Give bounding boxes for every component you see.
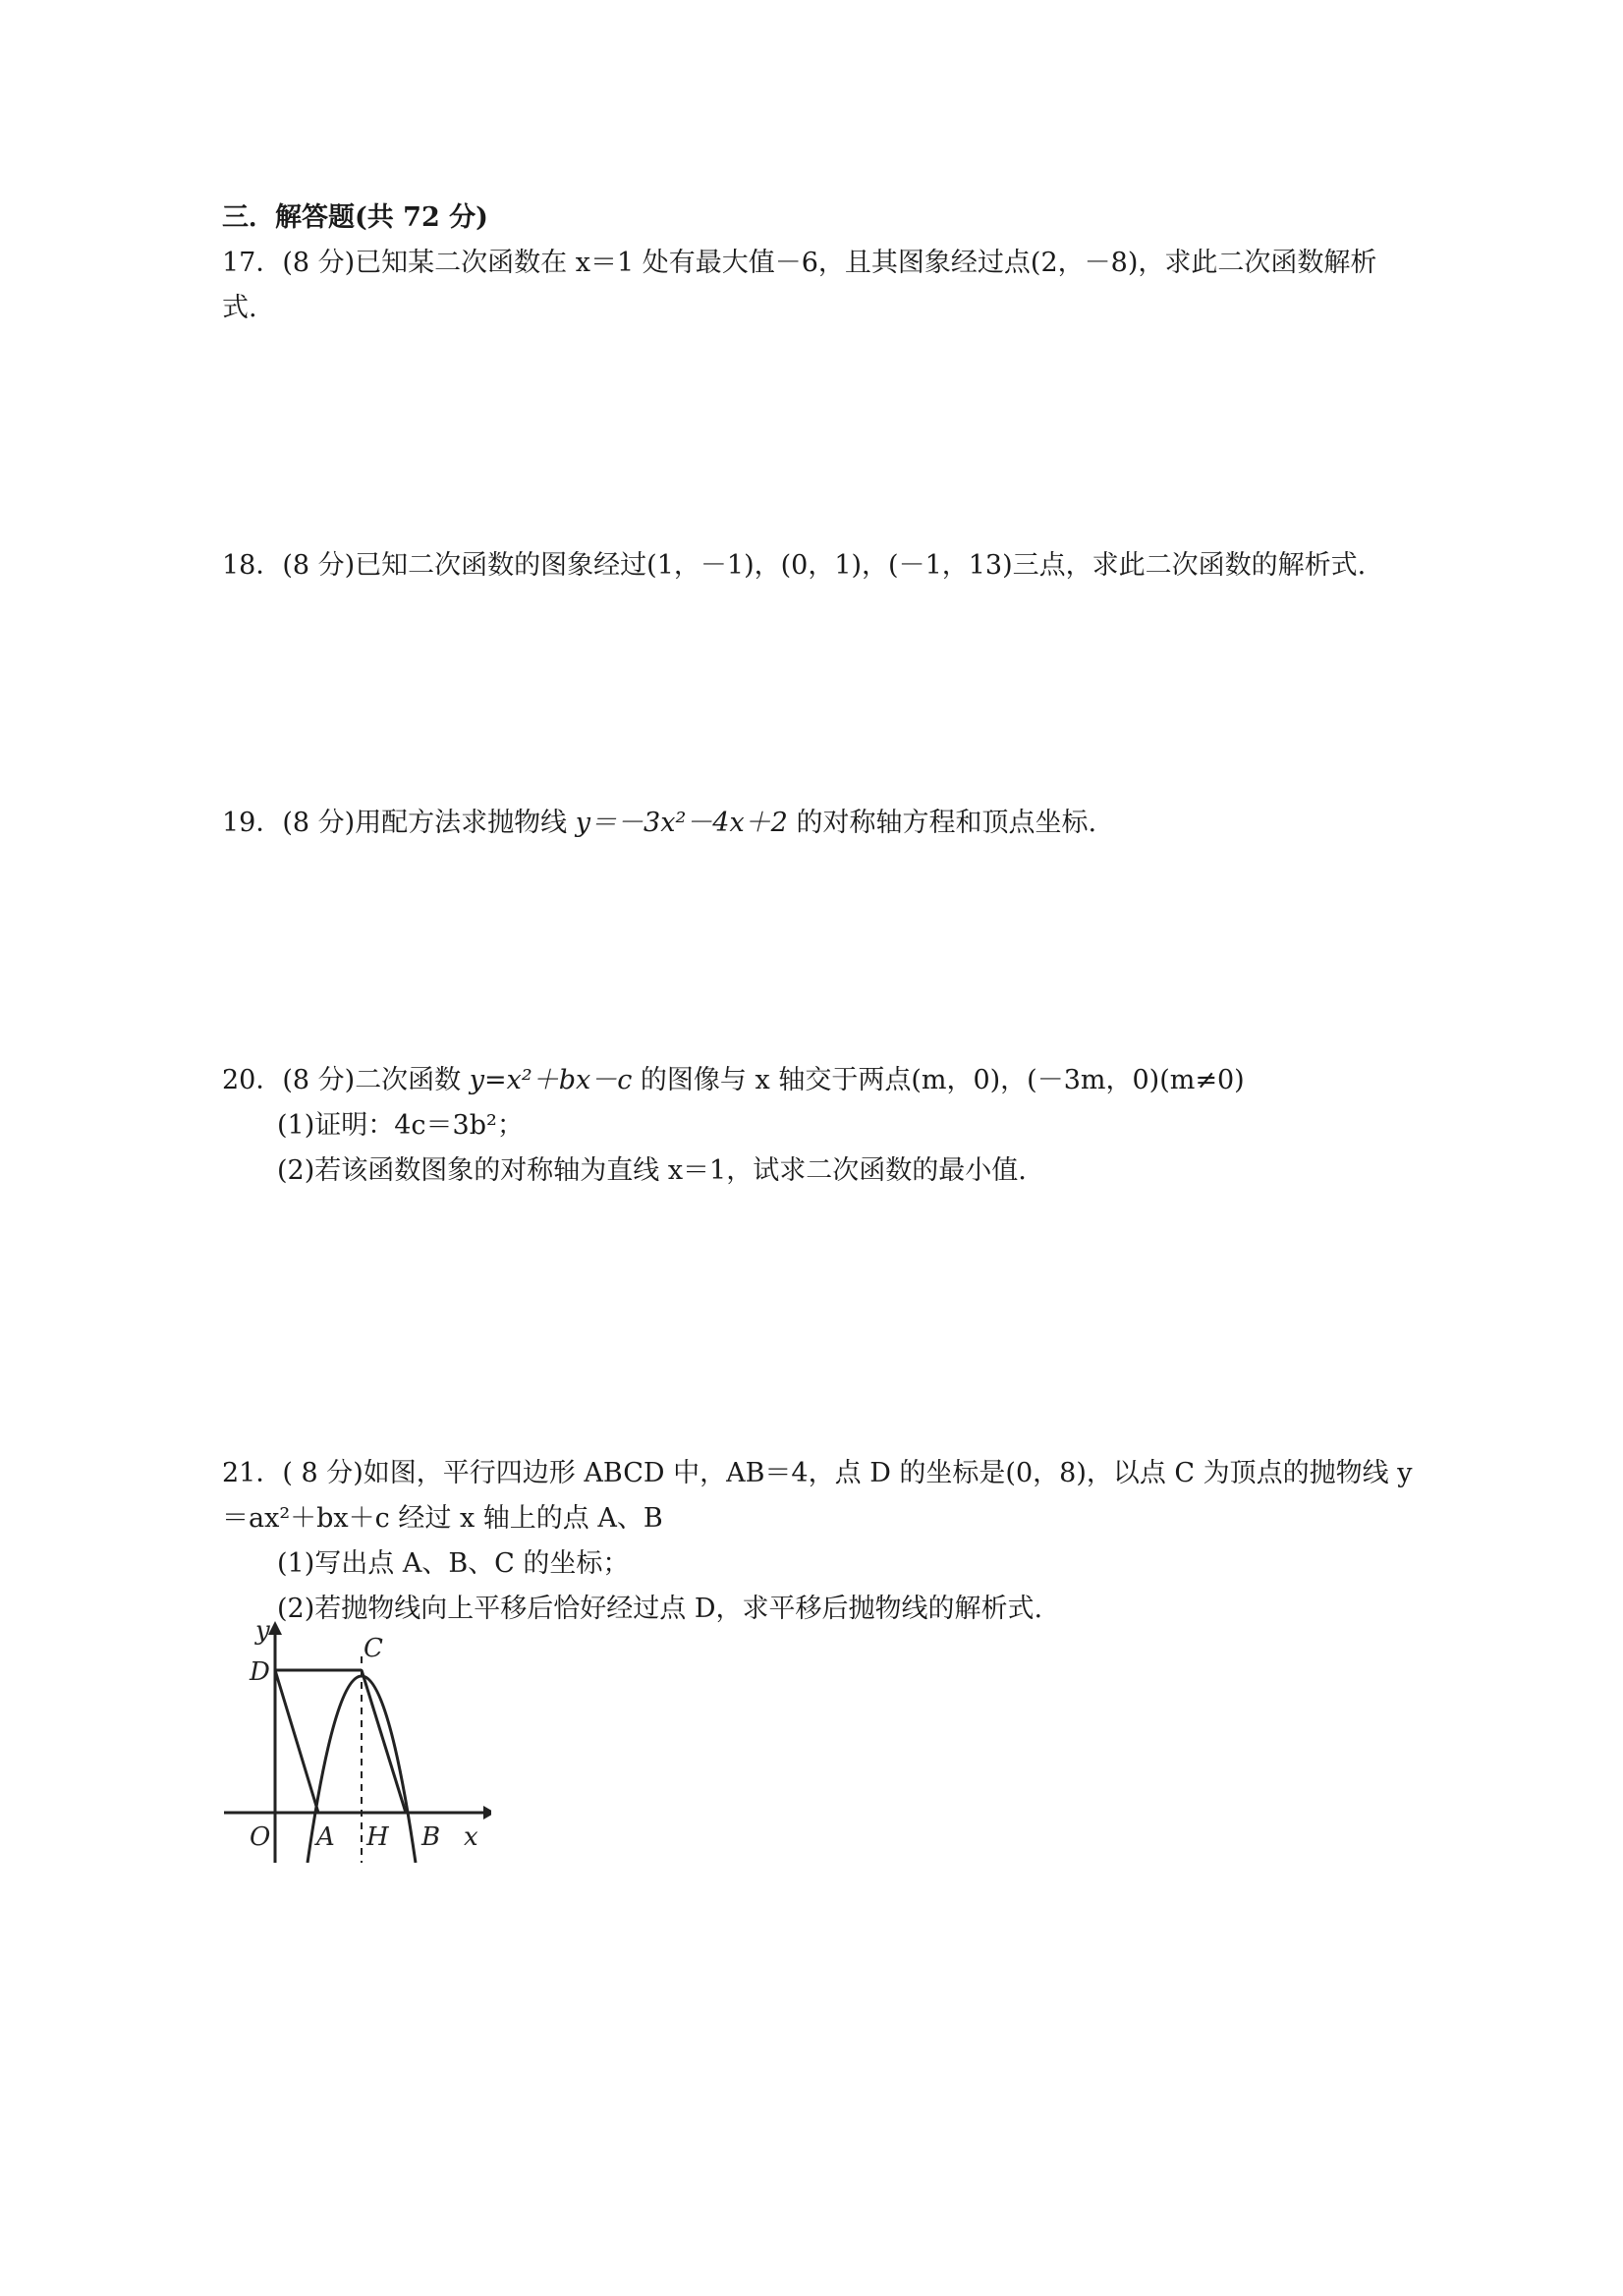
label-x: x — [464, 1822, 478, 1852]
segment-cb — [362, 1670, 406, 1813]
question-21 — [222, 1456, 1413, 1491]
formula: y＝－3x²－4x＋2 — [575, 808, 788, 838]
question-21-line-2: ＝ax²＋bx＋c 经过 x 轴上的点 A、B — [222, 1503, 663, 1534]
question-21-part-1: (1)写出点 A、B、C 的坐标； — [277, 1548, 630, 1579]
question-18 — [222, 548, 1366, 584]
y-axis-arrow — [268, 1621, 282, 1635]
question-text: 已知某二次函数在 x＝1 处有最大值－6，且其图象经过点(2，－8)，求此二次函数解析 — [355, 248, 1377, 278]
question-score: (8 分) — [282, 808, 356, 838]
question-text: 已知二次函数的图象经过(1，－1)，(0，1)，(－1，13)三点，求此二次函数的解析式. — [355, 550, 1367, 581]
question-number: 21． — [222, 1458, 283, 1488]
question-17-line-2: 式. — [222, 293, 257, 323]
question-number: 18． — [222, 550, 283, 581]
label-d: D — [250, 1657, 270, 1687]
question-19 — [222, 806, 1096, 841]
question-text: 如图，平行四边形 ABCD 中，AB＝4，点 D 的坐标是(0，8)，以点 C 为顶点的抛物线 y — [363, 1458, 1413, 1488]
question-text-end: 的对称轴方程和顶点坐标. — [787, 808, 1097, 838]
question-score: (8 分) — [282, 248, 356, 278]
question-number: 20． — [222, 1065, 283, 1095]
formula: y=x²＋bx－c — [469, 1065, 633, 1095]
question-score: (8 分) — [282, 1065, 356, 1095]
segment-da — [275, 1670, 318, 1813]
question-number: 19． — [222, 808, 283, 838]
question-21-part-2: (2)若抛物线向上平移后恰好经过点 D，求平移后抛物线的解析式. — [277, 1594, 1043, 1624]
x-axis-arrow — [483, 1806, 491, 1820]
label-a: A — [316, 1822, 335, 1852]
question-score: (8 分) — [282, 550, 356, 581]
question-text: 用配方法求抛物线 — [355, 808, 576, 838]
section-title: 三．解答题(共 72 分) — [222, 202, 488, 233]
question-20-part-2: (2)若该函数图象的对称轴为直线 x＝1，试求二次函数的最小值. — [277, 1155, 1027, 1186]
question-score: ( 8 分) — [282, 1458, 364, 1488]
label-h: H — [366, 1822, 389, 1852]
question-20 — [222, 1063, 1245, 1098]
question-17 — [222, 246, 1376, 281]
label-c: C — [364, 1634, 383, 1663]
label-o: O — [250, 1822, 271, 1852]
parabola-figure — [216, 1617, 491, 1863]
label-b: B — [421, 1822, 441, 1852]
question-20-part-1: (1)证明：4c＝3b²； — [277, 1110, 524, 1141]
question-number: 17． — [222, 248, 283, 278]
label-y: y — [255, 1617, 270, 1646]
question-text-end: 的图像与 x 轴交于两点(m，0)，(－3m，0)(m≠0) — [632, 1065, 1245, 1095]
question-text: 二次函数 — [355, 1065, 470, 1095]
